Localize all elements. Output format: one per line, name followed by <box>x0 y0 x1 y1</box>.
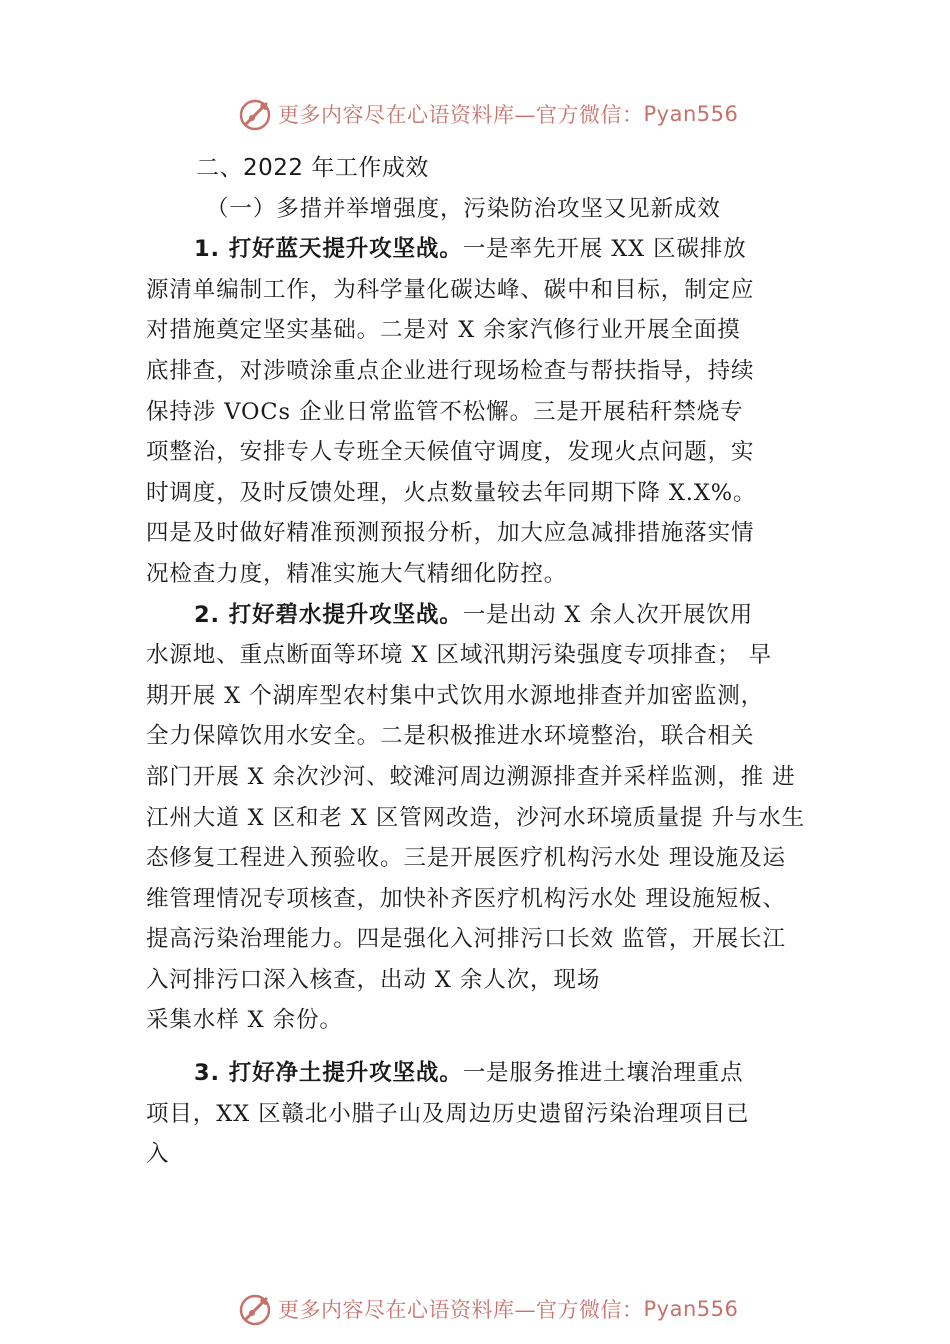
paragraph-1-text: 一是率先开展 XX 区碳排放 <box>462 236 747 263</box>
paragraph-2-line-1 <box>146 595 836 636</box>
paragraph-2-line-8: 维管理情况专项核查，加快补齐医疗机构污水处 理设施短板、 <box>146 885 786 912</box>
watermark-banner-bottom <box>238 1289 758 1329</box>
paragraph-3-text: 一是服务推进土壤治理重点 <box>462 1060 744 1087</box>
watermark-text: 更多内容尽在心语资料库—官方微信： <box>278 103 644 127</box>
paragraph-1-line-6: 项整治，安排专人专班全天候值守调度，发现火点问题，实 <box>146 439 755 466</box>
paragraph-1-line-1 <box>146 229 836 270</box>
watermark-wechat-id: Pyan556 <box>643 102 739 126</box>
paragraph-3-line-1 <box>146 1053 836 1094</box>
paragraph-1-line-8: 四是及时做好精准预测预报分析，加大应急减排措施落实情 <box>146 520 755 547</box>
paragraph-2-line-5: 部门开展 X 余次沙河、蛟滩河周边溯源排查并采样监测，推 进 <box>146 763 796 790</box>
paragraph-2-text: 一是出动 X 余人次开展饮用 <box>462 601 754 628</box>
paragraph-2-line-2: 水源地、重点断面等环境 X 区域汛期污染强度专项排查； 早 <box>146 642 773 669</box>
paragraph-1-line-2: 源清单编制工作，为科学量化碳达峰、碳中和目标，制定应 <box>146 276 755 303</box>
paragraph-2-line-6: 江州大道 X 区和老 X 区管网改造，沙河水环境质量提 升与水生 <box>146 804 806 831</box>
paragraph-1-line-9: 况检查力度，精准实施大气精细化防控。 <box>146 560 568 587</box>
brand-logo-icon <box>238 96 274 132</box>
paragraph-2-line-9: 提高污染治理能力。四是强化入河排污口长效 监管，开展长江 <box>146 926 786 953</box>
watermark-wechat-id: Pyan556 <box>643 1297 739 1321</box>
brand-logo-icon <box>238 1291 274 1327</box>
document-body <box>146 148 836 1175</box>
section-heading: 二、2022 年工作成效 <box>196 155 429 181</box>
paragraph-2-line-3: 期开展 X 个湖库型农村集中式饮用水源地排查并加密监测， <box>146 682 765 709</box>
paragraph-2-line-4: 全力保障饮用水安全。二是积极推进水环境整治，联合相关 <box>146 723 755 750</box>
paragraph-3-lead: 3. 打好净土提升攻坚战。 <box>194 1060 463 1087</box>
paragraph-2-lead: 2. 打好碧水提升攻坚战。 <box>194 601 463 628</box>
paragraph-1-line-3: 对措施奠定坚实基础。二是对 X 余家汽修行业开展全面摸 <box>146 317 741 344</box>
paragraph-2-line-10: 入河排污口深入核查，出动 X 余人次，现场 <box>146 966 601 993</box>
paragraph-2-line-7: 态修复工程进入预验收。三是开展医疗机构污水处 理设施及运 <box>146 845 786 872</box>
paragraph-2-line-11: 采集水样 X 余份。 <box>146 1007 343 1034</box>
paragraph-3-line-3: 入 <box>146 1141 170 1168</box>
paragraph-1-line-4: 底排查，对涉喷涂重点企业进行现场检查与帮扶指导，持续 <box>146 357 755 384</box>
subsection-heading: （一）多措并举增强度，污染防治攻坚又见新成效 <box>206 195 721 222</box>
paragraph-1-lead: 1. 打好蓝天提升攻坚战。 <box>194 236 463 263</box>
paragraph-1-line-7: 时调度，及时反馈处理，火点数量较去年同期下降 X.X%。 <box>146 479 757 506</box>
paragraph-3-line-2: 项目，XX 区赣北小腊子山及周边历史遗留污染治理项目已 <box>146 1100 750 1127</box>
watermark-banner-top <box>238 94 758 134</box>
watermark-text: 更多内容尽在心语资料库—官方微信： <box>278 1298 644 1322</box>
paragraph-1-line-5: 保持涉 VOCs 企业日常监管不松懈。三是开展秸秆禁烧专 <box>146 398 744 425</box>
